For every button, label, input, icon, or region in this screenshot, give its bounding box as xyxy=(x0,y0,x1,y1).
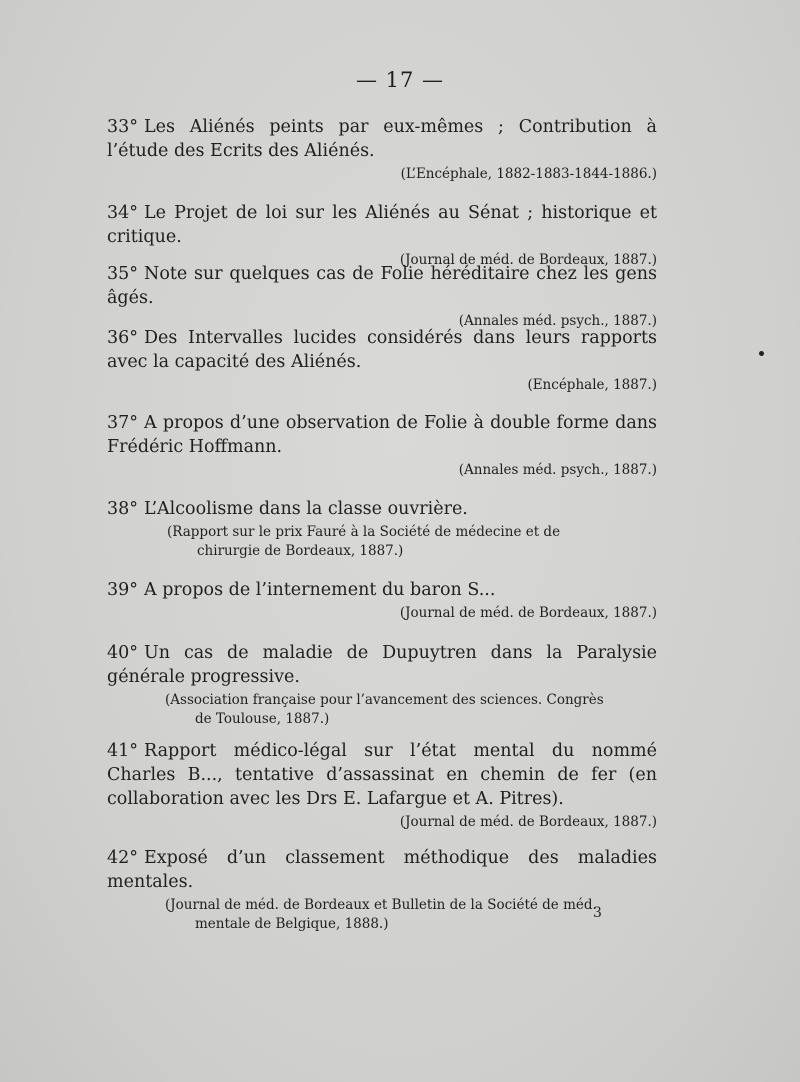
bibliography-entry-36 xyxy=(107,326,657,396)
entry-number: 38° xyxy=(107,499,139,519)
entry-title xyxy=(107,497,657,521)
entry-number: 41° xyxy=(107,741,139,761)
entry-reference: (Annales méd. psych., 1887.) xyxy=(458,462,657,478)
entry-title xyxy=(107,262,657,310)
entry-reference: (Encéphale, 1887.) xyxy=(527,377,657,393)
entry-title-text: Un cas de maladie de Dupuytren dans la Paralysie générale progressive. xyxy=(107,643,657,687)
page-number: — 17 — xyxy=(355,68,445,92)
entry-title xyxy=(107,326,657,374)
entry-title-text: Le Projet de loi sur les Aliénés au Sénat ; historique et critique. xyxy=(107,203,657,247)
bibliography-entry-34 xyxy=(107,201,657,271)
entry-number: 42° xyxy=(107,848,139,868)
entry-reference: (Annales méd. psych., 1887.) xyxy=(458,313,657,329)
entry-title xyxy=(107,846,657,894)
entry-title xyxy=(107,641,657,689)
entry-title-text: A propos d’une observation de Folie à double forme dans Frédéric Hoffmann. xyxy=(107,413,657,457)
entry-reference xyxy=(107,691,657,729)
entry-title xyxy=(107,201,657,249)
entry-number: 40° xyxy=(107,643,139,663)
entry-title-text: Rapport médico-légal sur l’état mental du nommé Charles B..., tentative d’assassinat en chemin de fer (en collaboration avec les Drs E. Lafargue et A. Pitres). xyxy=(107,741,657,809)
entry-title-text: Des Intervalles lucides considérés dans leurs rapports avec la capacité des Aliénés. xyxy=(107,328,657,372)
entry-reference xyxy=(107,523,657,561)
entry-title-text: Les Aliénés peints par eux-mêmes ; Contribution à l’étude des Ecrits des Aliénés. xyxy=(107,117,657,161)
ink-speck xyxy=(759,351,764,356)
entry-title xyxy=(107,115,657,163)
entry-number: 39° xyxy=(107,580,139,600)
entry-title-text: Exposé d’un classement méthodique des maladies mentales. xyxy=(107,848,657,892)
entry-title-text: Note sur quelques cas de Folie héréditaire chez les gens âgés. xyxy=(107,264,657,308)
entry-title xyxy=(107,411,657,459)
entry-title xyxy=(107,739,657,811)
entry-reference xyxy=(107,896,657,934)
entry-reference: (L’Encéphale, 1882-1883-1844-1886.) xyxy=(400,166,657,182)
entry-number: 36° xyxy=(107,328,139,348)
entry-reference-line: de Toulouse, 1887.) xyxy=(195,711,330,727)
bibliography-entry-33 xyxy=(107,115,657,185)
entry-title xyxy=(107,578,657,602)
entry-reference-line: (Rapport sur le prix Fauré à la Société de médecine et de xyxy=(167,524,561,540)
entry-reference-line: (Association française pour l’avancement des sciences. Congrès xyxy=(165,692,604,708)
entry-reference: (Journal de méd. de Bordeaux, 1887.) xyxy=(399,814,657,830)
entry-reference: (Journal de méd. de Bordeaux, 1887.) xyxy=(399,252,657,268)
bibliography-entry-38 xyxy=(107,497,657,561)
entry-number: 35° xyxy=(107,264,139,284)
entry-reference-line: chirurgie de Bordeaux, 1887.) xyxy=(197,543,404,559)
bibliography-entry-35 xyxy=(107,262,657,332)
entry-number: 33° xyxy=(107,117,139,137)
bibliography-entry-37 xyxy=(107,411,657,481)
entry-title-text: A propos de l’internement du baron S... xyxy=(144,580,496,600)
bibliography-entry-39 xyxy=(107,578,657,624)
bibliography-entry-42 xyxy=(107,846,657,934)
entry-number: 37° xyxy=(107,413,139,433)
entry-reference: (Journal de méd. de Bordeaux, 1887.) xyxy=(399,605,657,621)
bibliography-entry-40 xyxy=(107,641,657,729)
entry-number: 34° xyxy=(107,203,139,223)
signature-mark: 3 xyxy=(593,905,602,921)
entry-reference-line: (Journal de méd. de Bordeaux et Bulletin de la Société de méd. xyxy=(165,897,597,913)
entry-reference-line: mentale de Belgique, 1888.) xyxy=(195,916,389,932)
bibliography-entry-41 xyxy=(107,739,657,833)
entry-title-text: L’Alcoolisme dans la classe ouvrière. xyxy=(144,499,468,519)
